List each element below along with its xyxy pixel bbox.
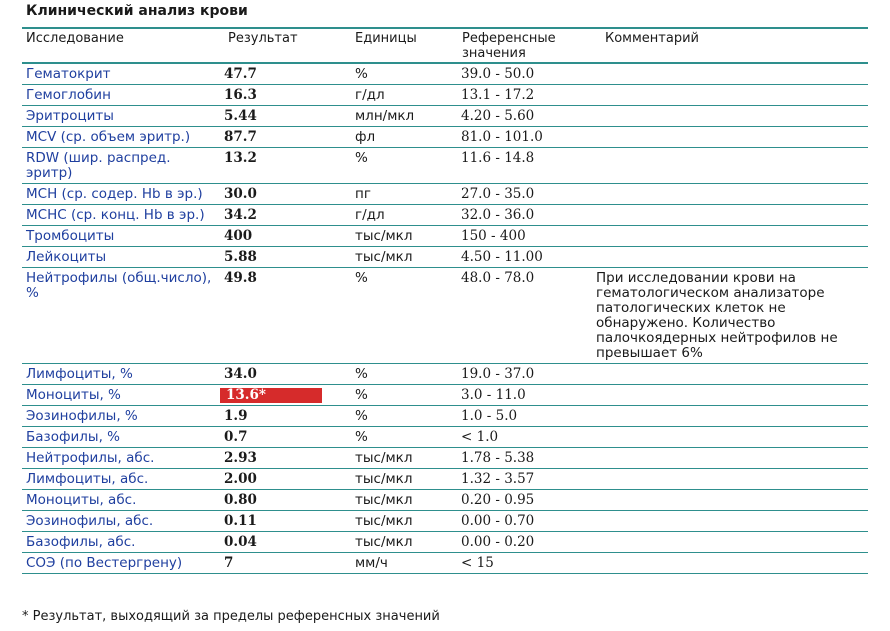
comment-cell: [596, 106, 868, 127]
table-row: [22, 364, 868, 385]
comment-cell: [596, 85, 868, 106]
unit-cell: тыс/мкл: [355, 490, 461, 511]
reference-range-cell: 1.78 - 5.38: [461, 448, 596, 469]
table-row: [22, 385, 868, 406]
result-value-cell: 16.3: [220, 85, 355, 106]
result-value-cell: 2.93: [220, 448, 355, 469]
test-name-cell: Нейтрофилы (общ.число), %: [22, 268, 220, 364]
reference-range-cell: 3.0 - 11.0: [461, 385, 596, 406]
table-row: [22, 148, 868, 184]
table-row: [22, 469, 868, 490]
comment-cell: [596, 532, 868, 553]
table-row: [22, 532, 868, 553]
table-row: [22, 490, 868, 511]
column-header-result: Результат: [228, 31, 298, 46]
unit-cell: %: [355, 427, 461, 448]
reference-range-cell: 1.0 - 5.0: [461, 406, 596, 427]
table-row: [22, 247, 868, 268]
reference-range-cell: 27.0 - 35.0: [461, 184, 596, 205]
unit-cell: пг: [355, 184, 461, 205]
result-value-cell: 13.2: [220, 148, 355, 184]
reference-range-cell: 4.50 - 11.00: [461, 247, 596, 268]
unit-cell: г/дл: [355, 205, 461, 226]
comment-cell: При исследовании крови на гематологическом анализаторе патологических клеток не обнаружено. Количество палочкоядерных нейтрофилов не превышает 6%: [596, 268, 868, 364]
comment-cell: [596, 205, 868, 226]
reference-range-cell: 81.0 - 101.0: [461, 127, 596, 148]
table-row: [22, 406, 868, 427]
table-row: [22, 448, 868, 469]
result-value-cell: 34.2: [220, 205, 355, 226]
unit-cell: г/дл: [355, 85, 461, 106]
table-row: [22, 553, 868, 574]
test-name-cell: MCH (ср. содер. Hb в эр.): [22, 184, 220, 205]
result-value-cell: 47.7: [220, 64, 355, 85]
unit-cell: тыс/мкл: [355, 511, 461, 532]
test-name-cell: Моноциты, абс.: [22, 490, 220, 511]
table-row: [22, 106, 868, 127]
result-value-cell: 400: [220, 226, 355, 247]
test-name-cell: RDW (шир. распред. эритр): [22, 148, 220, 184]
unit-cell: %: [355, 268, 461, 364]
test-name-cell: Нейтрофилы, абс.: [22, 448, 220, 469]
out-of-range-value: 13.6*: [220, 388, 322, 403]
table-row: [22, 64, 868, 85]
test-name-cell: Лимфоциты, %: [22, 364, 220, 385]
unit-cell: тыс/мкл: [355, 448, 461, 469]
reference-range-cell: 19.0 - 37.0: [461, 364, 596, 385]
result-value-cell: 0.04: [220, 532, 355, 553]
unit-cell: тыс/мкл: [355, 247, 461, 268]
results-table: [22, 64, 868, 574]
table-row: [22, 511, 868, 532]
footnote: * Результат, выходящий за пределы референсных значений: [22, 609, 440, 624]
comment-cell: [596, 427, 868, 448]
comment-cell: [596, 553, 868, 574]
unit-cell: %: [355, 148, 461, 184]
results-table-body: [22, 64, 868, 574]
comment-cell: [596, 385, 868, 406]
comment-cell: [596, 490, 868, 511]
test-name-cell: Лейкоциты: [22, 247, 220, 268]
column-header-comment: Комментарий: [605, 31, 699, 46]
header-top-rule: [22, 27, 868, 29]
reference-range-cell: 32.0 - 36.0: [461, 205, 596, 226]
table-row: [22, 427, 868, 448]
comment-cell: [596, 448, 868, 469]
unit-cell: тыс/мкл: [355, 469, 461, 490]
test-name-cell: Тромбоциты: [22, 226, 220, 247]
result-value-cell: 30.0: [220, 184, 355, 205]
reference-range-cell: 1.32 - 3.57: [461, 469, 596, 490]
reference-range-cell: 4.20 - 5.60: [461, 106, 596, 127]
table-row: [22, 205, 868, 226]
table-row: [22, 85, 868, 106]
result-value-cell: 2.00: [220, 469, 355, 490]
result-value-cell: [220, 385, 355, 406]
result-value-cell: 5.88: [220, 247, 355, 268]
test-name-cell: СОЭ (по Вестергрену): [22, 553, 220, 574]
reference-range-cell: < 1.0: [461, 427, 596, 448]
result-value-cell: 87.7: [220, 127, 355, 148]
test-name-cell: MCV (ср. объем эритр.): [22, 127, 220, 148]
column-header-test: Исследование: [26, 31, 124, 46]
test-name-cell: Гематокрит: [22, 64, 220, 85]
table-row: [22, 184, 868, 205]
unit-cell: тыс/мкл: [355, 532, 461, 553]
unit-cell: %: [355, 364, 461, 385]
comment-cell: [596, 127, 868, 148]
result-value-cell: 7: [220, 553, 355, 574]
table-row: [22, 268, 868, 364]
reference-range-cell: 0.00 - 0.70: [461, 511, 596, 532]
comment-cell: [596, 64, 868, 85]
comment-cell: [596, 247, 868, 268]
reference-range-cell: 150 - 400: [461, 226, 596, 247]
result-value-cell: 5.44: [220, 106, 355, 127]
result-value-cell: 1.9: [220, 406, 355, 427]
reference-range-cell: 0.20 - 0.95: [461, 490, 596, 511]
unit-cell: мм/ч: [355, 553, 461, 574]
table-row: [22, 226, 868, 247]
test-name-cell: Базофилы, %: [22, 427, 220, 448]
comment-cell: [596, 148, 868, 184]
unit-cell: тыс/мкл: [355, 226, 461, 247]
comment-cell: [596, 469, 868, 490]
test-name-cell: Эритроциты: [22, 106, 220, 127]
reference-range-cell: 48.0 - 78.0: [461, 268, 596, 364]
comment-cell: [596, 511, 868, 532]
test-name-cell: Лимфоциты, абс.: [22, 469, 220, 490]
comment-cell: [596, 364, 868, 385]
test-name-cell: Эозинофилы, %: [22, 406, 220, 427]
column-header-units: Единицы: [355, 31, 417, 46]
reference-range-cell: 0.00 - 0.20: [461, 532, 596, 553]
unit-cell: фл: [355, 127, 461, 148]
unit-cell: %: [355, 406, 461, 427]
test-name-cell: MCHC (ср. конц. Hb в эр.): [22, 205, 220, 226]
result-value-cell: 0.7: [220, 427, 355, 448]
result-value-cell: 49.8: [220, 268, 355, 364]
unit-cell: млн/мкл: [355, 106, 461, 127]
test-name-cell: Базофилы, абс.: [22, 532, 220, 553]
column-header-reference: Референсные значения: [462, 31, 556, 61]
result-value-cell: 0.11: [220, 511, 355, 532]
reference-range-cell: 11.6 - 14.8: [461, 148, 596, 184]
test-name-cell: Гемоглобин: [22, 85, 220, 106]
result-value-cell: 34.0: [220, 364, 355, 385]
result-value-cell: 0.80: [220, 490, 355, 511]
reference-range-cell: 13.1 - 17.2: [461, 85, 596, 106]
table-row: [22, 127, 868, 148]
reference-range-cell: 39.0 - 50.0: [461, 64, 596, 85]
comment-cell: [596, 184, 868, 205]
test-name-cell: Моноциты, %: [22, 385, 220, 406]
unit-cell: %: [355, 64, 461, 85]
reference-range-cell: < 15: [461, 553, 596, 574]
report-title: Клинический анализ крови: [26, 3, 248, 19]
comment-cell: [596, 226, 868, 247]
comment-cell: [596, 406, 868, 427]
test-name-cell: Эозинофилы, абс.: [22, 511, 220, 532]
unit-cell: %: [355, 385, 461, 406]
